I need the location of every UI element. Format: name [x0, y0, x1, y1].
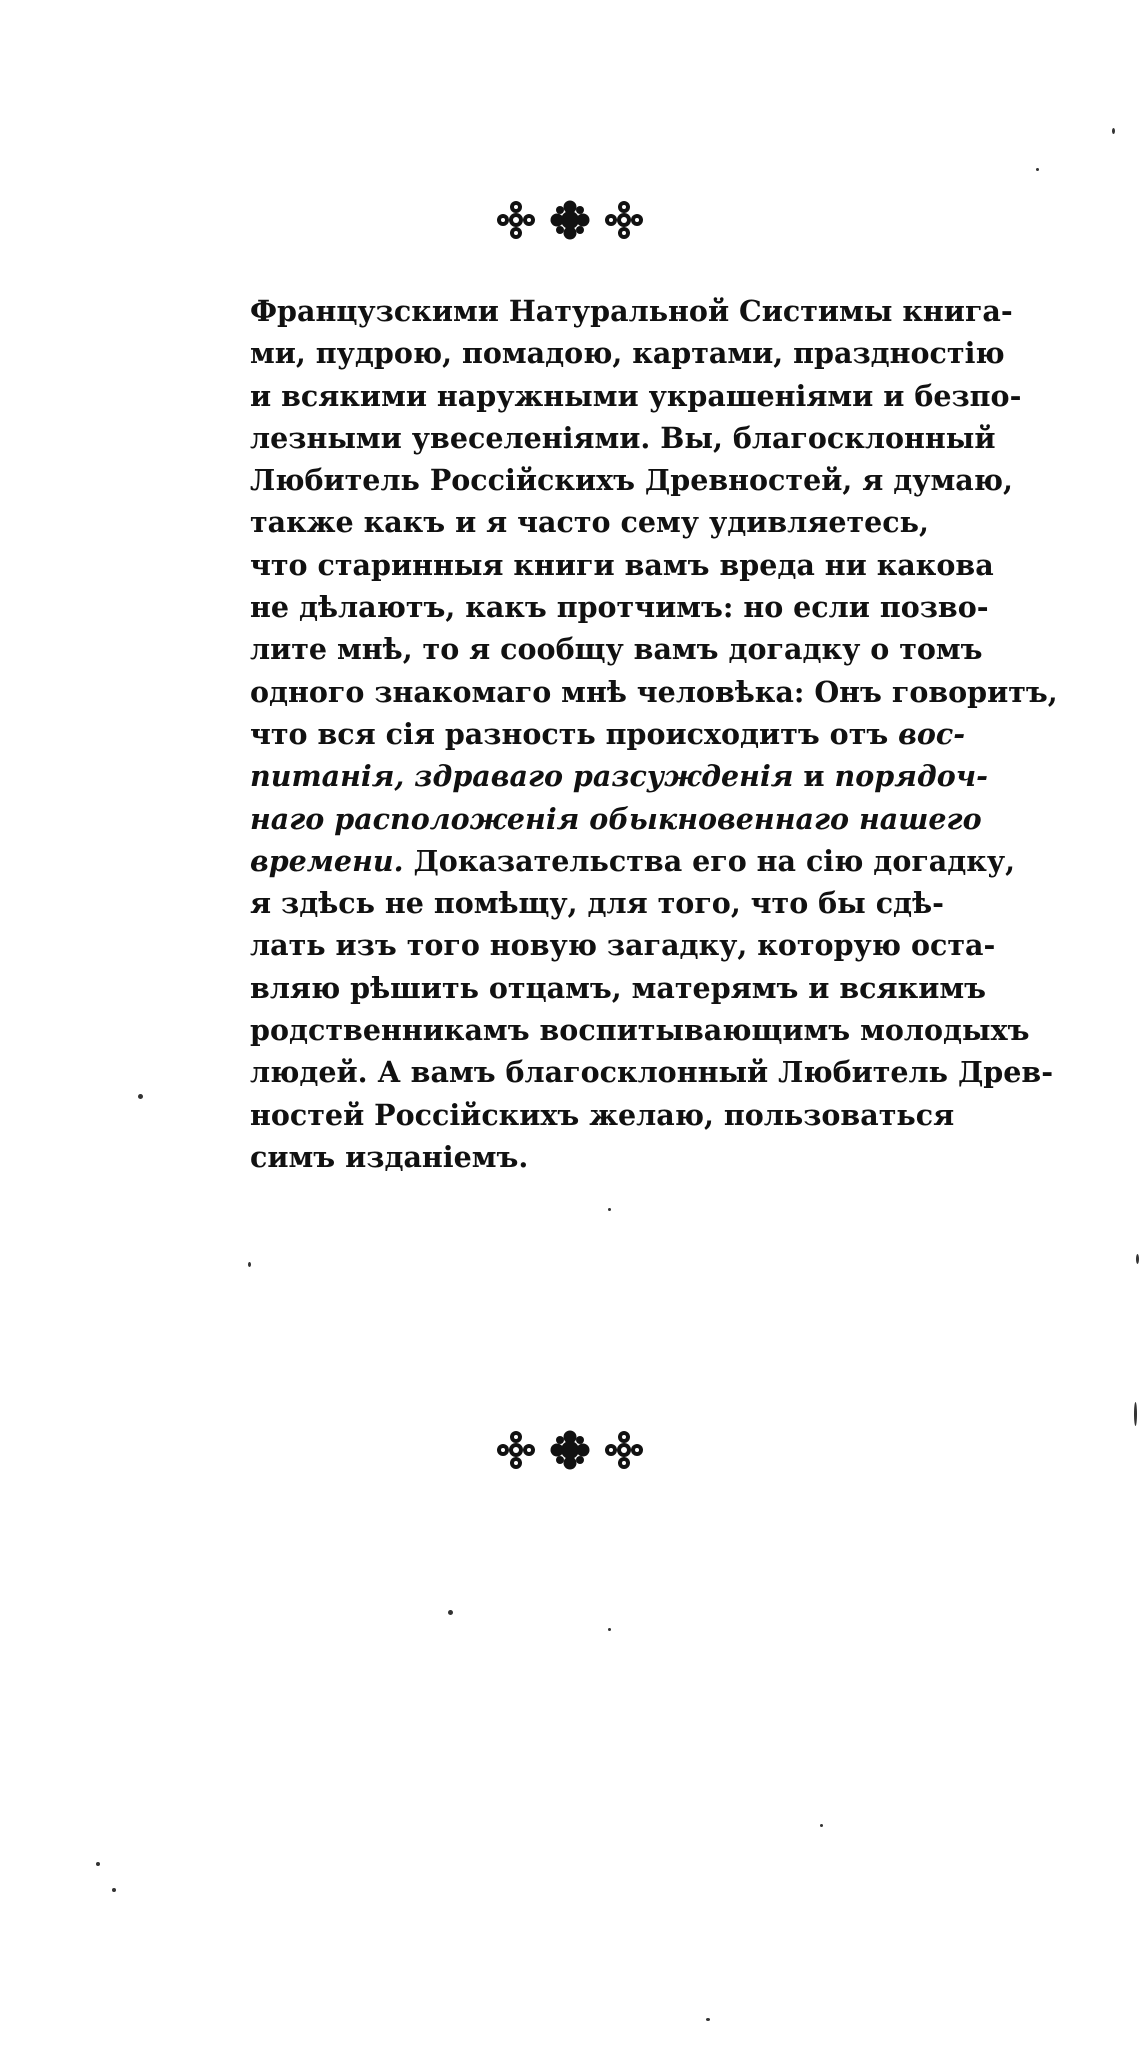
- text-line: [250, 671, 1135, 713]
- italic-run: порядоч-: [834, 759, 988, 794]
- text-run: Любитель Россійскихъ Древностей, я думаю,: [250, 463, 1013, 498]
- body-text: [250, 290, 1140, 1178]
- text-run: симъ изданіемъ.: [250, 1139, 529, 1174]
- text-run: лать изъ того новую загадку, которую оста-: [250, 928, 996, 963]
- scan-speck: [608, 1208, 611, 1211]
- text-line: [250, 713, 1135, 755]
- text-line: [250, 417, 1135, 459]
- text-run: что вся сія разность происходитъ отъ: [250, 716, 899, 751]
- scan-speck: [448, 1610, 453, 1615]
- scan-speck: [1112, 128, 1115, 134]
- text-line: [250, 628, 1135, 670]
- italic-run: вос-: [898, 716, 966, 751]
- text-line: [250, 755, 1135, 797]
- text-run: лезными увеселеніями. Вы, благосклонный: [250, 420, 996, 455]
- scan-speck: [96, 1862, 100, 1866]
- scan-speck: [1134, 1402, 1137, 1426]
- text-line: [250, 375, 1135, 417]
- text-run: и: [793, 759, 835, 794]
- text-run: также какъ и я часто сему удивляетесь,: [250, 505, 929, 540]
- text-line: [250, 1009, 1135, 1051]
- fleuron-icon: [604, 200, 644, 240]
- text-line: [250, 967, 1135, 1009]
- scan-speck: [138, 1094, 143, 1099]
- text-run: ми, пудрою, помадою, картами, праздностію: [250, 336, 1005, 371]
- text-line: [250, 798, 1135, 840]
- fleuron-icon: [604, 1430, 644, 1470]
- text-run: людей. А вамъ благосклонный Любитель Древ-: [250, 1055, 1054, 1090]
- text-run: вляю рѣшить отцамъ, матерямъ и всякимъ: [250, 970, 986, 1005]
- text-run: что старинныя книги вамъ вреда ни какова: [250, 547, 994, 582]
- text-run: Французскими Натуральной Систимы книга-: [250, 294, 1013, 328]
- text-line: [250, 840, 1135, 882]
- italic-run: питанія, здраваго разсужденія: [250, 759, 794, 794]
- text-line: [250, 882, 1135, 924]
- fleuron-icon: [496, 1430, 536, 1470]
- text-run: родственникамъ воспитывающимъ молодыхъ: [250, 1013, 1030, 1048]
- fleuron-solid-icon: [550, 200, 590, 240]
- text-line: [250, 290, 1135, 332]
- scan-speck: [1036, 168, 1039, 171]
- text-run: и всякими наружными украшеніями и безпо-: [250, 378, 1022, 413]
- ornament-top: [496, 200, 644, 240]
- fleuron-icon: [496, 200, 536, 240]
- fleuron-solid-icon: [550, 1430, 590, 1470]
- text-line: [250, 459, 1135, 501]
- scan-speck: [112, 1888, 116, 1892]
- scan-speck: [1136, 1254, 1139, 1264]
- text-run: я здѣсь не помѣщу, для того, что бы сдѣ-: [250, 886, 944, 921]
- ornament-bottom: [496, 1430, 644, 1470]
- text-run: ностей Россійскихъ желаю, пользоваться: [250, 1097, 955, 1132]
- scan-speck: [248, 1262, 251, 1267]
- text-run: одного знакомаго мнѣ человѣка: Онъ говоритъ,: [250, 674, 1058, 709]
- italic-run: времени.: [250, 843, 404, 878]
- text-line: [250, 1051, 1135, 1093]
- text-run: лите мнѣ, то я сообщу вамъ догадку о томъ: [250, 632, 983, 667]
- text-line: [250, 544, 1135, 586]
- italic-run: наго расположенія обыкновеннаго нашего: [250, 801, 982, 836]
- text-line: [250, 1094, 1135, 1136]
- text-run: Доказательства его на сію догадку,: [403, 843, 1016, 878]
- text-run: не дѣлаютъ, какъ протчимъ: но если позво-: [250, 590, 989, 625]
- text-line: [250, 501, 1135, 543]
- text-line: [250, 332, 1135, 374]
- text-line: [250, 924, 1135, 966]
- text-line: [250, 586, 1135, 628]
- scan-speck: [820, 1824, 823, 1827]
- scan-speck: [608, 1628, 611, 1631]
- scan-speck: [706, 2018, 710, 2021]
- text-line: [250, 1136, 1135, 1178]
